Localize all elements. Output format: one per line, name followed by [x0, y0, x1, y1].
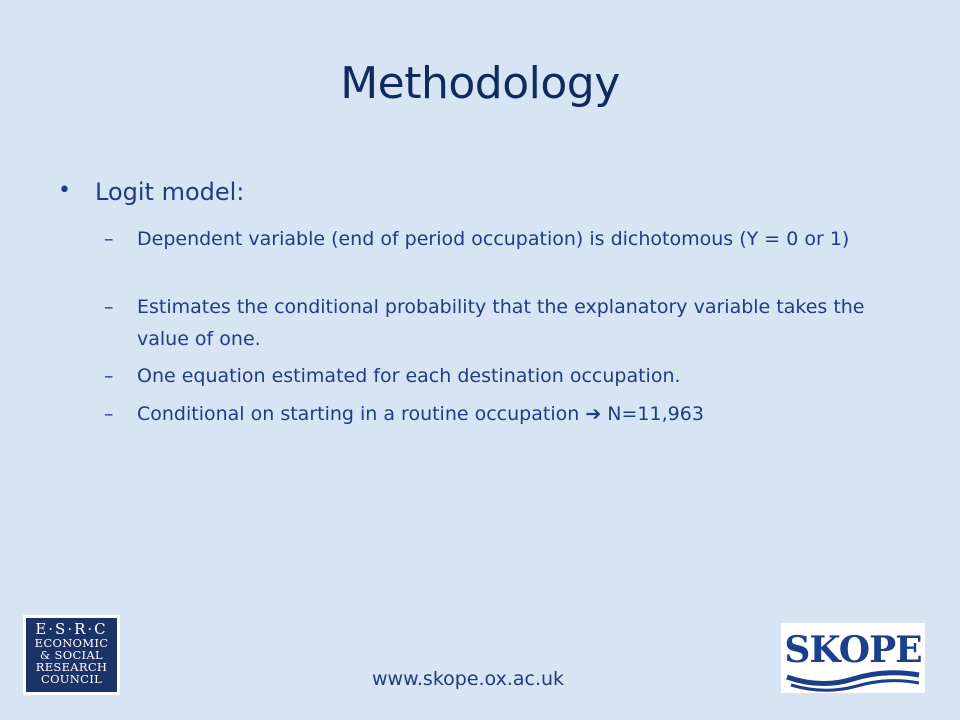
sample-size: N=11,963 — [607, 403, 704, 425]
dash-icon: – — [104, 296, 114, 318]
sub-item-text — [137, 398, 877, 430]
skope-wave-icon — [781, 667, 925, 693]
esrc-logo-line: COUNCIL — [40, 672, 103, 686]
bullet-dot-icon: • — [58, 178, 71, 203]
esrc-logo — [23, 615, 120, 695]
website-url: www.skope.ox.ac.uk — [372, 668, 565, 690]
sub-item-text: Estimates the conditional probability that the explanatory variable takes the value of one. — [137, 296, 865, 350]
right-arrow-icon: ➔ — [585, 403, 602, 425]
skope-logo — [781, 623, 925, 693]
sub-item-text: Dependent variable (end of period occupation) is dichotomous (Y = 0 or 1) — [137, 228, 850, 250]
slide-title: Methodology — [340, 58, 620, 109]
skope-logo-word: SKOPE — [784, 629, 922, 671]
bullet-label: Logit model: — [95, 178, 245, 206]
esrc-logo-line: RESEARCH — [35, 660, 108, 674]
esrc-logo-initials: E·S·R·C — [35, 620, 108, 638]
esrc-logo-line: & SOCIAL — [40, 648, 103, 662]
dash-icon: – — [104, 228, 114, 250]
dash-icon: – — [104, 365, 114, 387]
esrc-logo-line: ECONOMIC — [34, 636, 109, 650]
routine-text: Conditional on starting in a routine occupation — [137, 403, 580, 425]
sub-item-text: One equation estimated for each destination occupation. — [137, 365, 681, 387]
dash-icon: – — [104, 403, 114, 425]
